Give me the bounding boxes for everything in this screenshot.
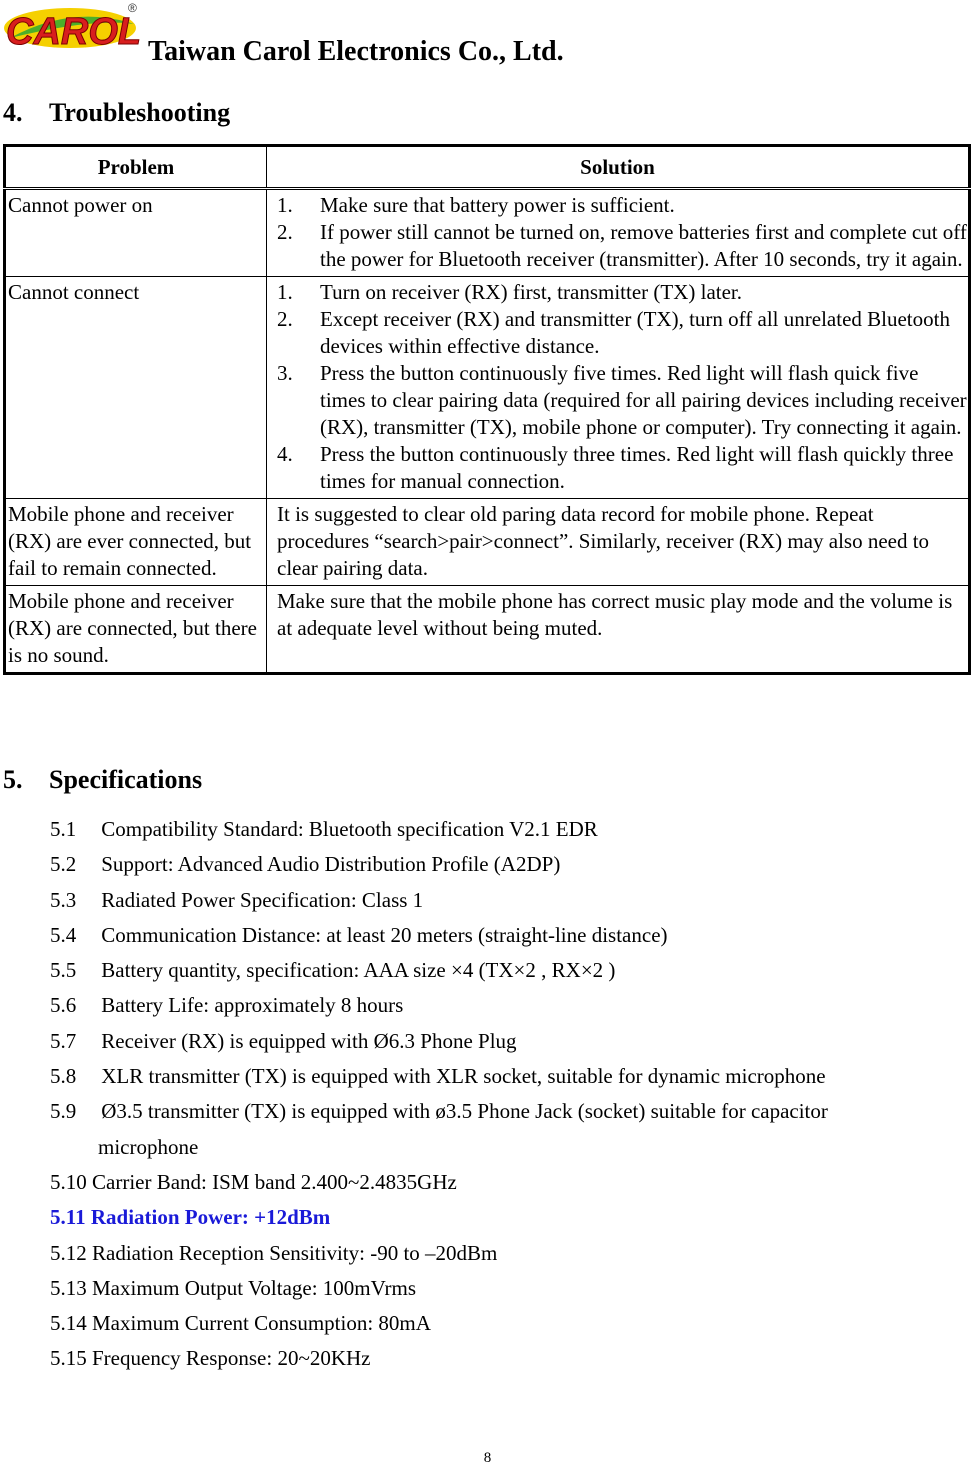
item-number: 1. [277,193,293,217]
list-item [277,360,968,441]
item-number: 4. [277,442,293,466]
page-header [0,0,975,80]
spec-text: Radiation Reception Sensitivity: -90 to –20dBm [92,1240,498,1265]
list-item [277,279,968,306]
solution-cell: Make sure that the mobile phone has correct music play mode and the volume is at adequate level without being muted. [267,586,970,674]
spec-text: Ø3.5 transmitter (TX) is equipped with ø3.5 Phone Jack (socket) suitable for capacitor [101,1099,828,1124]
item-text: Except receiver (RX) and transmitter (TX), turn off all unrelated Bluetooth devices within effective distance. [320,307,950,358]
table-row [5,277,970,499]
spec-item [50,1059,950,1094]
section-number: 5. [3,765,23,794]
solution-list [277,192,968,273]
spec-number: 5.7 [50,1028,77,1053]
spec-item [50,1341,950,1376]
item-number: 3. [277,361,293,385]
spec-number: 5.10 [50,1169,87,1194]
spec-number: 5.9 [50,1099,77,1124]
solution-cell: It is suggested to clear old paring data record for mobile phone. Repeat procedures “search>pair>connect”. Similarly, receiver (RX) may also need to clear pairing data. [267,499,970,586]
spec-number: 5.11 [50,1205,86,1230]
spec-text: Communication Distance: at least 20 meters (straight-line distance) [101,922,668,947]
spec-item [50,918,950,953]
spec-item [50,953,950,988]
table-row [5,189,970,277]
spec-number: 5.1 [50,817,77,841]
section-title: Troubleshooting [49,98,231,127]
spec-text: Radiation Power: +12dBm [90,1205,331,1230]
spec-number: 5.4 [50,922,77,947]
spec-text: XLR transmitter (TX) is equipped with XLR socket, suitable for dynamic microphone [101,1064,826,1089]
item-text: Press the button continuously five times. Red light will flash quick five times to clear pairing data (required for all pairing devices including receiver (RX), transmitter (TX), mobile phone or computer). Try connecting it again. [320,361,967,439]
problem-cell: Cannot power on [5,189,267,277]
item-text: Make sure that battery power is sufficient. [320,193,675,217]
spec-item-highlighted [50,1200,950,1235]
solution-cell [267,277,970,499]
section-title: Specifications [49,765,203,794]
item-number: 1. [277,280,293,304]
list-item [277,192,968,219]
item-text: Press the button continuously three times. Red light will flash quickly three times for manual connection. [320,442,954,493]
solution-cell [267,189,970,277]
page-number: 8 [483,1450,492,1466]
spec-item [50,883,950,918]
spec-number: 5.15 [50,1346,87,1371]
company-name: Taiwan Carol Electronics Co., Ltd. [148,36,564,67]
header-problem: Problem [5,146,267,189]
spec-number: 5.3 [50,887,77,912]
spec-item [50,1306,950,1341]
list-item [277,219,968,273]
item-text: If power still cannot be turned on, remove batteries first and complete cut off the power for Bluetooth receiver (transmitter). After 10 seconds, try it again. [320,220,967,271]
specifications-list [50,812,950,1377]
troubleshooting-table [3,144,971,675]
spec-number: 5.12 [50,1240,87,1265]
spec-text: Radiated Power Specification: Class 1 [101,887,424,912]
item-number: 2. [277,220,293,244]
spec-number: 5.8 [50,1064,77,1089]
section-number: 4. [3,98,23,127]
list-item [277,441,968,495]
spec-item [50,1165,950,1200]
spec-text-continuation: microphone [98,1134,199,1159]
table-row [5,499,970,586]
carol-logo [2,0,142,52]
spec-item-continuation [50,1130,950,1165]
spec-item [50,847,950,882]
list-item [277,306,968,360]
spec-number: 5.13 [50,1275,87,1300]
spec-text: Receiver (RX) is equipped with Ø6.3 Phone Plug [101,1028,517,1053]
spec-item [50,988,950,1023]
problem-cell: Mobile phone and receiver (RX) are connected, but there is no sound. [5,586,267,674]
spec-number: 5.6 [50,993,77,1018]
spec-item [50,1236,950,1271]
spec-text: Compatibility Standard: Bluetooth specification V2.1 EDR [101,817,598,841]
spec-item [50,1024,950,1059]
spec-number: 5.2 [50,852,77,877]
table-row [5,586,970,674]
spec-text: Support: Advanced Audio Distribution Profile (A2DP) [101,852,561,877]
spec-item [50,1094,950,1129]
registered-mark: ® [128,1,137,15]
spec-text: Frequency Response: 20~20KHz [92,1346,371,1371]
spec-number: 5.14 [50,1311,87,1336]
header-solution: Solution [267,146,970,189]
solution-list [277,279,968,495]
table-header-row [5,146,970,189]
spec-item [50,812,950,847]
section-troubleshooting-heading [3,98,230,128]
spec-text: Maximum Current Consumption: 80mA [92,1311,431,1336]
spec-text: Battery Life: approximately 8 hours [101,993,404,1018]
spec-text: Carrier Band: ISM band 2.400~2.4835GHz [92,1169,457,1194]
section-specifications-heading [3,765,202,795]
item-number: 2. [277,307,293,331]
logo-text: CAROL [6,11,142,52]
spec-text: Maximum Output Voltage: 100mVrms [92,1275,417,1300]
spec-item [50,1271,950,1306]
spec-text: Battery quantity, specification: AAA size ×4 (TX×2 , RX×2 ) [101,958,616,983]
item-text: Turn on receiver (RX) first, transmitter (TX) later. [320,280,743,304]
spec-number: 5.5 [50,958,77,983]
problem-cell: Mobile phone and receiver (RX) are ever connected, but fail to remain connected. [5,499,267,586]
problem-cell: Cannot connect [5,277,267,499]
